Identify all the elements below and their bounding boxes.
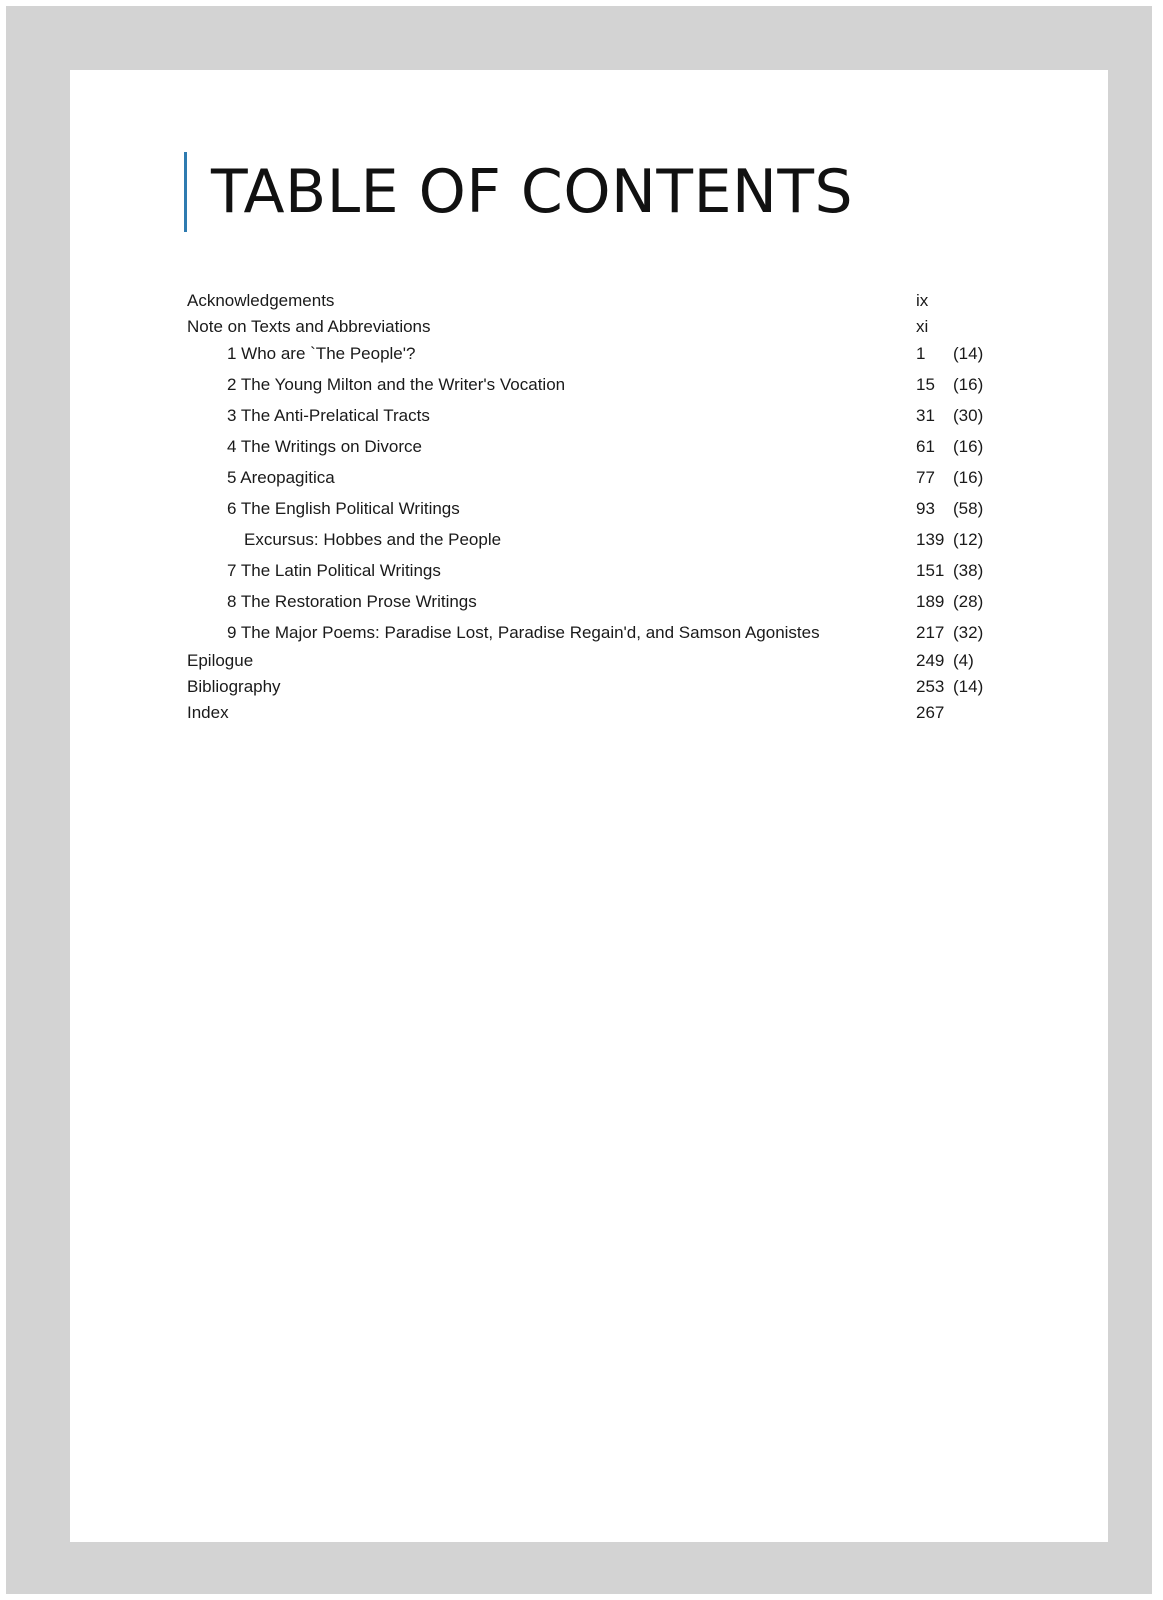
toc-entry-page: 61 bbox=[916, 437, 935, 456]
toc-entry-page: 77 bbox=[916, 468, 935, 487]
toc-entry[interactable] bbox=[70, 589, 1108, 615]
page-title: TABLE OF CONTENTS bbox=[211, 157, 854, 227]
toc-entry-label: Bibliography bbox=[187, 677, 281, 696]
toc-entry-label: Note on Texts and Abbreviations bbox=[187, 317, 431, 336]
toc-entry-label: Index bbox=[187, 703, 229, 722]
toc-entry-label: 7 The Latin Political Writings bbox=[227, 561, 441, 580]
toc-entry-label: Epilogue bbox=[187, 651, 254, 670]
toc-entry[interactable] bbox=[70, 314, 1108, 340]
toc-entry-length: (12) bbox=[953, 530, 984, 549]
toc-entry-length: (14) bbox=[953, 344, 984, 363]
page-frame bbox=[6, 6, 1152, 1594]
toc-entry-label: 1 Who are `The People'? bbox=[227, 344, 416, 363]
toc-entry[interactable] bbox=[70, 620, 1108, 646]
document-page bbox=[70, 70, 1108, 1542]
toc-entry-label: 4 The Writings on Divorce bbox=[227, 437, 422, 456]
toc-entry-label: Acknowledgements bbox=[187, 291, 335, 310]
toc-entry-page: 253 bbox=[916, 677, 945, 696]
toc-entry-page: 217 bbox=[916, 623, 945, 642]
toc-entry-page: 139 bbox=[916, 530, 945, 549]
toc-entry[interactable] bbox=[70, 527, 1108, 553]
toc-entry[interactable] bbox=[70, 434, 1108, 460]
toc-entry[interactable] bbox=[70, 700, 1108, 726]
toc-entry-label: 9 The Major Poems: Paradise Lost, Paradise Regain'd, and Samson Agonistes bbox=[227, 623, 820, 642]
toc-entry-length: (4) bbox=[953, 651, 974, 670]
toc-entry-page: ix bbox=[916, 291, 929, 310]
toc-entry[interactable] bbox=[70, 496, 1108, 522]
toc-entry-length: (28) bbox=[953, 592, 984, 611]
toc-entry[interactable] bbox=[70, 288, 1108, 314]
toc-entry-page: 249 bbox=[916, 651, 945, 670]
title-accent-bar bbox=[184, 152, 853, 232]
toc-entry[interactable] bbox=[70, 648, 1108, 674]
toc-entry[interactable] bbox=[70, 558, 1108, 584]
toc-entry[interactable] bbox=[70, 403, 1108, 429]
toc-entry-length: (14) bbox=[953, 677, 984, 696]
toc-entry[interactable] bbox=[70, 465, 1108, 491]
toc-entry-length: (32) bbox=[953, 623, 984, 642]
toc-entry-page: 15 bbox=[916, 375, 935, 394]
toc-entry-page: 189 bbox=[916, 592, 945, 611]
toc-entry[interactable] bbox=[70, 372, 1108, 398]
toc-entry-length: (16) bbox=[953, 437, 984, 456]
toc-entry-label: 8 The Restoration Prose Writings bbox=[227, 592, 477, 611]
toc-entry-label: Excursus: Hobbes and the People bbox=[244, 530, 502, 549]
toc-entry-label: 6 The English Political Writings bbox=[227, 499, 460, 518]
toc-entry-length: (38) bbox=[953, 561, 984, 580]
toc-entry-page: 93 bbox=[916, 499, 935, 518]
toc-entry-page: 151 bbox=[916, 561, 945, 580]
toc-entry[interactable] bbox=[70, 674, 1108, 700]
toc-entry-page: 1 bbox=[916, 344, 926, 363]
toc-entry-length: (16) bbox=[953, 375, 984, 394]
toc-entry-length: (30) bbox=[953, 406, 984, 425]
toc-entry-page: 267 bbox=[916, 703, 945, 722]
toc-entry-length: (16) bbox=[953, 468, 984, 487]
toc-entry-label: 2 The Young Milton and the Writer's Vocation bbox=[227, 375, 566, 394]
toc-entry[interactable] bbox=[70, 341, 1108, 367]
toc-entry-page: 31 bbox=[916, 406, 935, 425]
toc-entry-page: xi bbox=[916, 317, 929, 336]
toc-entry-label: 3 The Anti-Prelatical Tracts bbox=[227, 406, 430, 425]
toc-entry-label: 5 Areopagitica bbox=[227, 468, 335, 487]
toc-entry-length: (58) bbox=[953, 499, 984, 518]
